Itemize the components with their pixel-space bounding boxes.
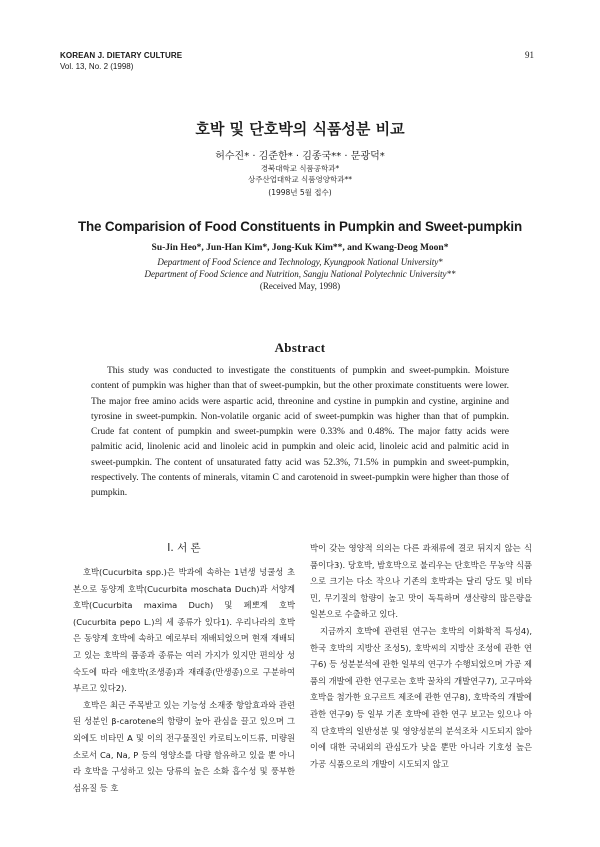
abstract-text: This study was conducted to investigate the constituents of pumpkin and sweet-pumpkin. Moisture content of pumpkin was higher than that of sweet-pumpkin, but the other proximate constituents were lower. The major free amino acids were aspartic acid, threonine and cystine in pumpkin and cystine, arginine and tyrosine in sweet-pumpkin. Non-volatile organic acid of sweet-pumpkin was higher than that of pumpkin. Crude fat content of pumpkin and sweet-pumpkin were 0.33% and 0.48%. The major fatty acids were palmitic acid, linolenic acid and linoleic acid in pumpkin and oleic acid, linoleic acid and palmitic acid in sweet-pumpkin. The content of unsaturated fatty acid was 52.3%, 71.5% in pumpkin and sweet-pumpkin, respectively. The contents of minerals, vitamin C and carotenoid in sweet-pumpkin were higher than those of pumpkin. bbox=[91, 366, 509, 499]
english-affiliation-1: Department of Food Science and Technology, Kyungpook National University* bbox=[157, 257, 443, 267]
korean-authors: 허수진* · 김준한* · 김종국** · 문광덕* bbox=[215, 151, 385, 162]
english-authors: Su-Jin Heo*, Jun-Han Kim*, Jong-Kuk Kim**, and Kwang-Deog Moon* bbox=[151, 243, 449, 253]
abstract-heading: Abstract bbox=[274, 340, 326, 355]
english-title: The Comparision of Food Constituents in Pumpkin and Sweet-pumpkin bbox=[77, 219, 523, 234]
english-affiliation-2: Department of Food Science and Nutrition, Sangju National Polytechnic University** bbox=[144, 269, 456, 279]
korean-received-date: (1998년 5월 접수) bbox=[268, 188, 332, 197]
body-left-column bbox=[73, 540, 295, 796]
journal-volume: Vol. 13, No. 2 (1998) bbox=[60, 62, 134, 71]
korean-affiliation-2: 상주산업대학교 식품영양학과** bbox=[247, 175, 353, 184]
journal-header bbox=[60, 50, 182, 72]
english-received-date: (Received May, 1998) bbox=[259, 281, 341, 291]
korean-title: 호박 및 단호박의 식품성분 비교 bbox=[195, 120, 405, 138]
page-number: 91 bbox=[525, 50, 534, 60]
korean-affiliation-1: 경북대학교 식품공학과* bbox=[260, 164, 340, 173]
body-paragraph: 박이 갖는 영양적 의의는 다른 과채류에 결코 뒤지지 않는 식품이다3). 당호박, 밤호박으로 불리우는 단호박은 무농약 식품으로 크기는 다소 작으나 기존의 호박과는 달리 당도 및 비타민, 무기질의 함량이 높고 맛이 독특하며 생산량의 많은량을 일본으로 수출하고 있다. bbox=[310, 543, 532, 620]
english-affiliations bbox=[60, 256, 540, 280]
journal-name: KOREAN J. DIETARY CULTURE bbox=[60, 51, 183, 60]
section-heading-introduction: I. 서 론 bbox=[167, 542, 201, 554]
korean-affiliations bbox=[60, 163, 540, 185]
body-paragraph: 호박(Cucurbita spp.)은 박과에 속하는 1년생 넝쿨성 초본으로 동양계 호박(Cucurbita moschata Duch)과 서양계 호박(Cucurbita maxima Duch) 및 페뽀계 호박(Cucurbita pepo L.)의 세 종류가 있다1). 우리나라의 호박은 동양계 호박에 속하고 예로부터 재배되었으며 현재 재배되고 있는 호박의 품종과 종류는 여러 가지가 있지만 편의상 성숙도에 따라 애호박(조생종)과 재래종(만생종)으로 구분하여 부르고 있다2). bbox=[73, 567, 295, 694]
body-paragraph: 지금까지 호박에 관련된 연구는 호박의 이화학적 특성4), 한국 호박의 지방산 조성5), 호박씨의 지방산 조성에 관한 연구6) 등 성분분석에 관한 일부의 연구가 수행되었으며 가공 제품의 개발에 관한 연구로는 호박 꿀차의 개발연구7), 고구마와 호박을 첨가한 요구르트 제조에 관한 연구8), 호박죽의 개발에 관한 연구9) 등 일부 기존 호박에 관한 연구 보고는 있으나 아직 단호박의 일반성분 및 영양성분의 분석조차 시도되지 않아 이에 대한 국내외의 관심도가 낮을 뿐만 아니라 기호성 높은 가공 식품으로의 개발이 시도되지 않고 bbox=[310, 625, 532, 769]
body-paragraph: 호박은 최근 주목받고 있는 기능성 소재중 항암효과와 관련된 성분인 β-carotene의 함량이 높아 관심을 끌고 있으며 그 외에도 비타민 A 및 이의 전구물질인 카로티노이드류, 미량원소로서 Ca, Na, P 등의 영양소를 다량 함유하고 있을 뿐 아니라 호박을 구성하고 있는 당류의 높은 소화 흡수성 및 풍부한 섬유질 등 호 bbox=[73, 699, 295, 793]
body-right-column bbox=[310, 540, 532, 772]
